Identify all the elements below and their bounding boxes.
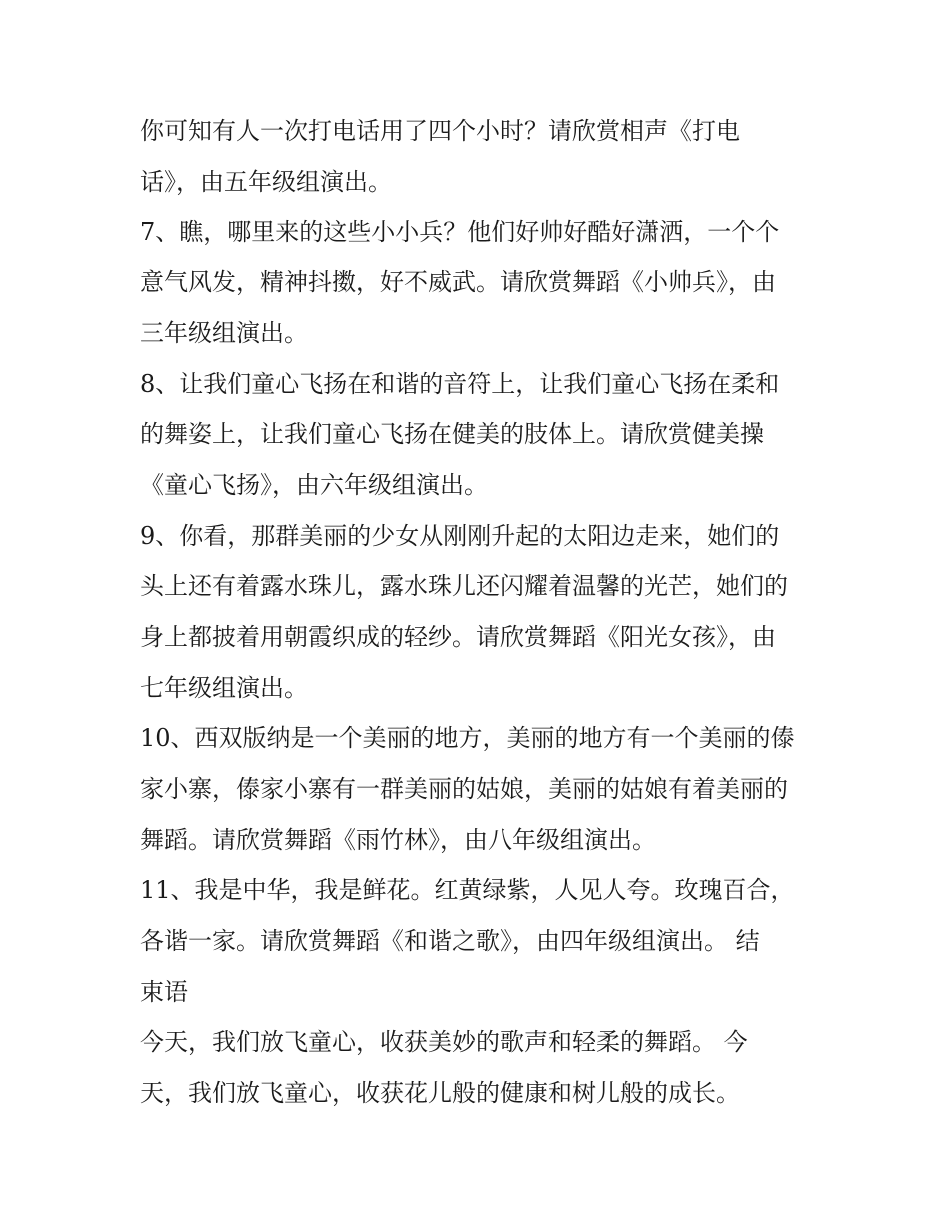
text-line: 身上都披着用朝霞织成的轻纱。请欣赏舞蹈《阳光女孩》，由 [140, 623, 776, 651]
text-line: 11、我是中华，我是鲜花。红黄绿紫，人见人夸。玫瑰百合， [140, 876, 795, 904]
text-line: 三年级组演出。 [140, 319, 308, 347]
text-line: 的舞姿上，让我们童心飞扬在健美的肢体上。请欣赏健美操 [140, 420, 764, 448]
text-line: 天，我们放飞童心，收获花儿般的健康和树儿般的成长。 [140, 1079, 740, 1107]
text-line: 今天，我们放飞童心，收获美妙的歌声和轻柔的舞蹈。 今 [140, 1028, 748, 1056]
text-line: 话》，由五年级组演出。 [140, 168, 392, 196]
text-line: 10、西双版纳是一个美丽的地方，美丽的地方有一个美丽的傣 [140, 724, 795, 752]
text-line: 头上还有着露水珠儿，露水珠儿还闪耀着温馨的光芒，她们的 [140, 572, 788, 600]
text-line: 七年级组演出。 [140, 674, 308, 702]
text-line: 家小寨，傣家小寨有一群美丽的姑娘，美丽的姑娘有着美丽的 [140, 775, 788, 803]
text-line: 7、瞧，哪里来的这些小小兵？他们好帅好酷好潇洒，一个个 [140, 218, 780, 246]
text-line: 8、让我们童心飞扬在和谐的音符上，让我们童心飞扬在柔和 [140, 370, 780, 398]
text-line: 束语 [140, 978, 188, 1006]
text-line: 你可知有人一次打电话用了四个小时？请欣赏相声《打电 [140, 117, 740, 145]
text-line: 各谐一家。请欣赏舞蹈《和谐之歌》，由四年级组演出。 结 [140, 927, 760, 955]
text-line: 意气风发，精神抖擞，好不威武。请欣赏舞蹈《小帅兵》，由 [140, 268, 776, 296]
text-line: 9、你看，那群美丽的少女从刚刚升起的太阳边走来，她们的 [140, 522, 780, 550]
text-line: 舞蹈。请欣赏舞蹈《雨竹林》，由八年级组演出。 [140, 826, 656, 854]
text-line: 《童心飞扬》，由六年级组演出。 [140, 471, 488, 499]
